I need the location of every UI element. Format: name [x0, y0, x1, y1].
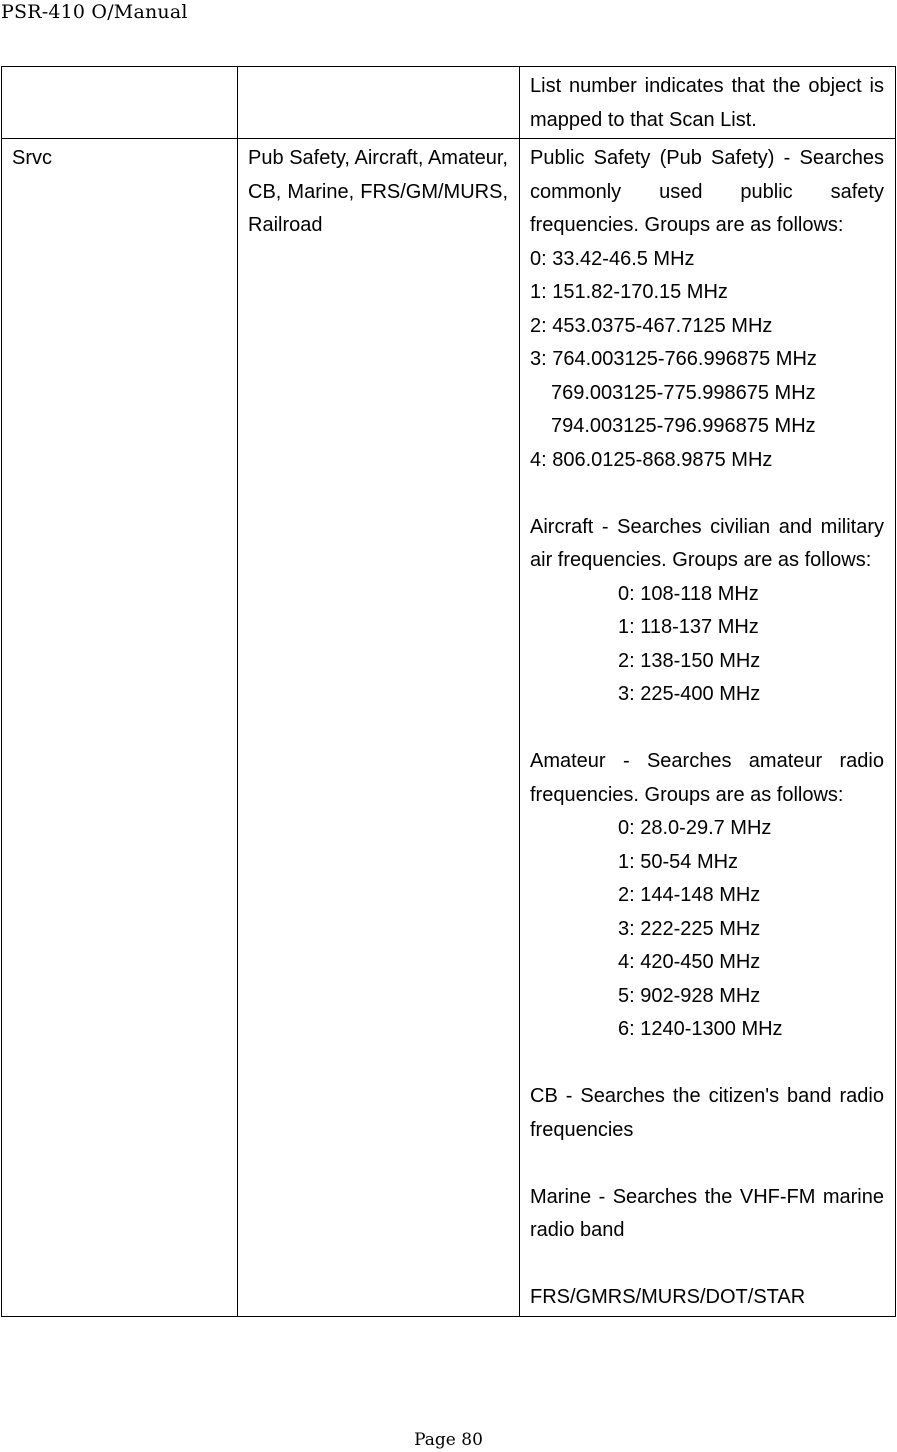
settings-table [1, 66, 896, 1317]
amateur-group-6: 6: 1240-1300 MHz [618, 1018, 783, 1040]
table-row-srvc [2, 139, 896, 1317]
spacer [530, 1147, 884, 1181]
cb-description: CB - Searches the citizen's band radio frequencies [530, 1085, 884, 1141]
table-row [2, 67, 896, 139]
amateur-group-3: 3: 222-225 MHz [618, 917, 761, 940]
public-safety-group-0: 0: 33.42-46.5 MHz [530, 247, 695, 270]
amateur-group-4: 4: 420-450 MHz [618, 951, 761, 973]
amateur-group-1: 1: 50-54 MHz [618, 850, 739, 873]
marine-description: Marine - Searches the VHF-FM marine radio band [530, 1185, 884, 1241]
frs-description: FRS/GMRS/MURS/DOT/STAR [530, 1286, 806, 1308]
public-safety-intro: Public Safety (Pub Safety) - Searches commonly used public safety frequencies. Groups are as follows: [530, 147, 884, 236]
aircraft-group-2: 2: 138-150 MHz [618, 649, 761, 672]
table-cell-options [238, 67, 520, 139]
setting-name-srvc: Srvc [2, 139, 238, 1317]
amateur-intro: Amateur - Searches amateur radio frequencies. Groups are as follows: [530, 750, 884, 806]
srvc-description [520, 139, 896, 1317]
amateur-group-2: 2: 144-148 MHz [618, 884, 761, 906]
public-safety-group-3: 3: 764.003125-766.996875 MHz [530, 348, 817, 370]
public-safety-group-3-cont-a: 769.003125-775.998675 MHz [551, 381, 816, 404]
public-safety-group-3-cont-b: 794.003125-796.996875 MHz [551, 415, 816, 437]
aircraft-group-3: 3: 225-400 MHz [618, 683, 761, 705]
spacer [530, 477, 884, 511]
public-safety-group-1: 1: 151.82-170.15 MHz [530, 281, 728, 303]
amateur-group-5: 5: 902-928 MHz [618, 984, 761, 1007]
amateur-group-0: 0: 28.0-29.7 MHz [618, 817, 772, 839]
public-safety-group-4: 4: 806.0125-868.9875 MHz [530, 448, 773, 471]
spacer [530, 712, 884, 746]
page-header: PSR-410 O/Manual [1, 1, 188, 23]
page-number: Page 80 [414, 1430, 483, 1450]
aircraft-group-1: 1: 118-137 MHz [618, 616, 759, 638]
table-cell-setting [2, 67, 238, 139]
aircraft-group-0: 0: 108-118 MHz [618, 582, 759, 605]
srvc-options: Pub Safety, Aircraft, Amateur, CB, Marine, FRS/GM/MURS, Railroad [238, 139, 520, 1317]
table-cell-description: List number indicates that the object is mapped to that Scan List. [520, 67, 896, 139]
aircraft-intro: Aircraft - Searches civilian and military air frequencies. Groups are as follows: [530, 515, 884, 571]
spacer [530, 1047, 884, 1081]
spacer [530, 1248, 884, 1282]
public-safety-group-2: 2: 453.0375-467.7125 MHz [530, 314, 773, 337]
